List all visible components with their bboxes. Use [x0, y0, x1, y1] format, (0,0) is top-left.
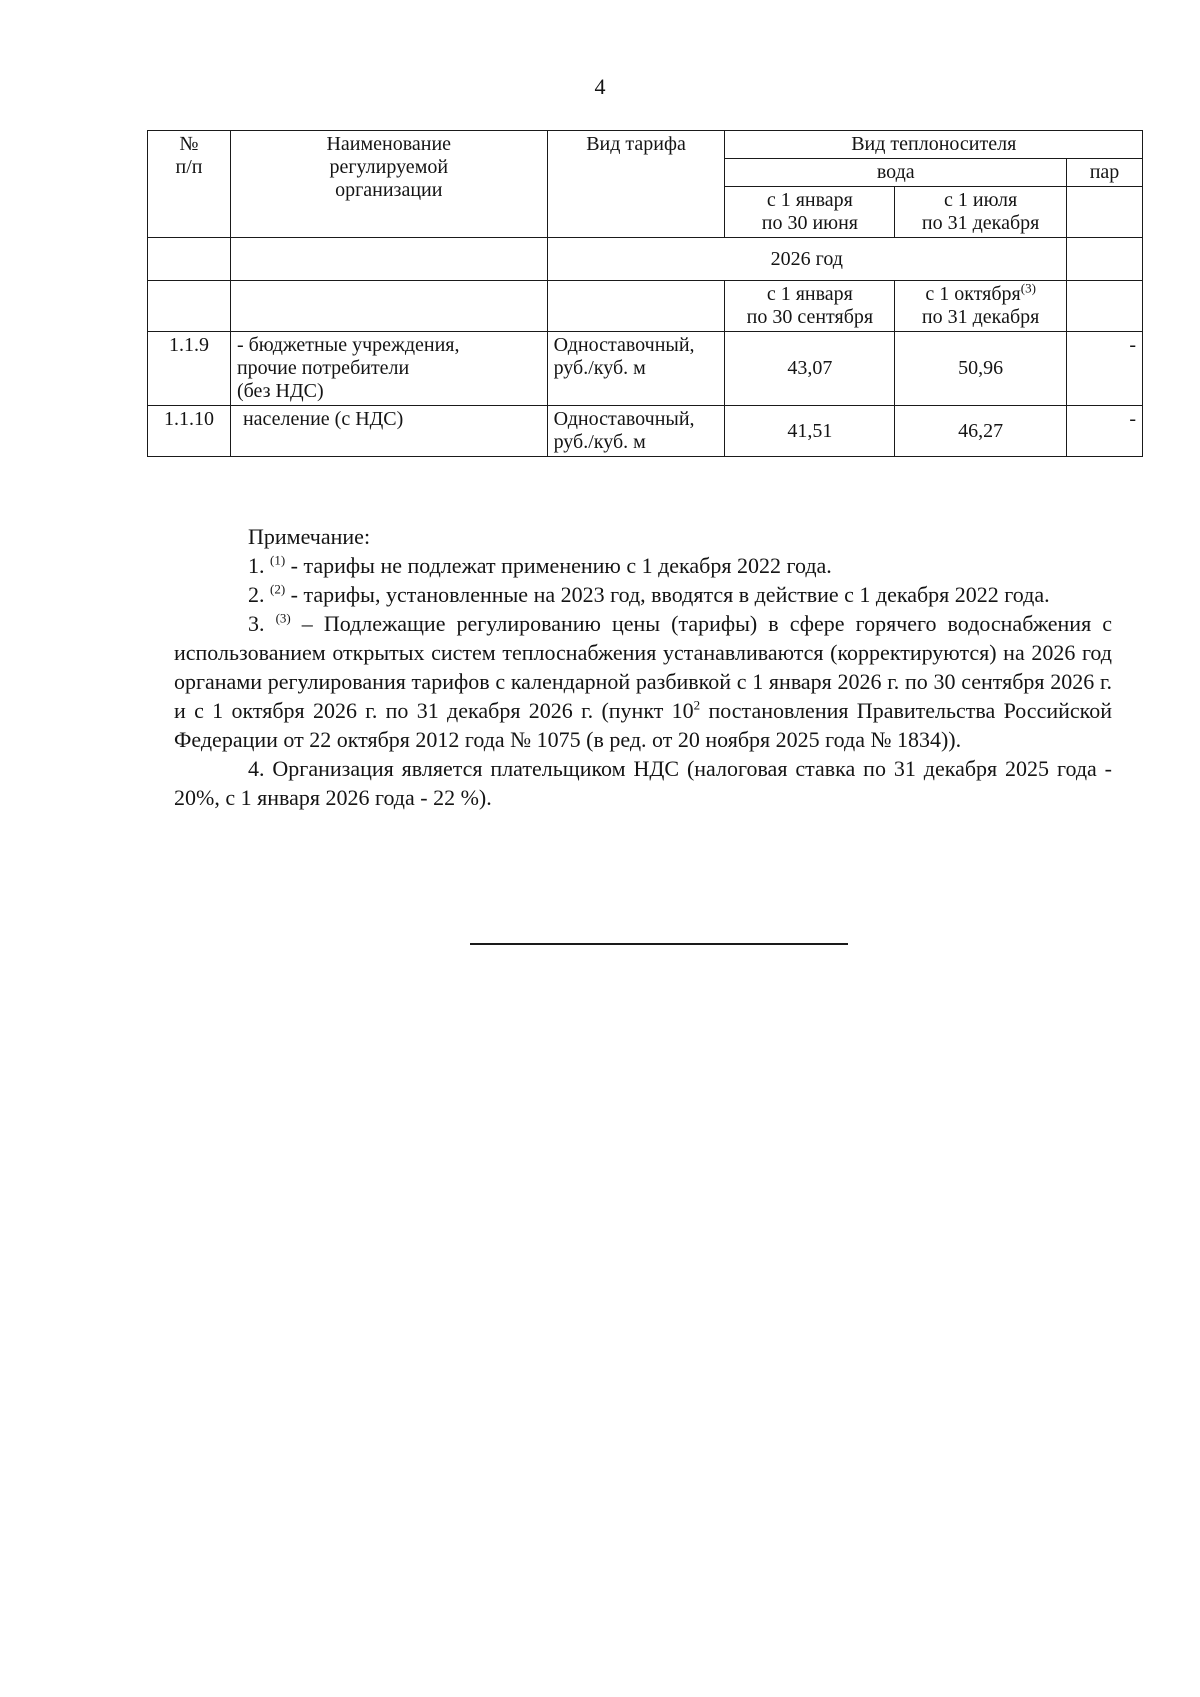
subperiod-row-empty-4: [1067, 281, 1143, 332]
subperiod-2-start-line: [901, 280, 1060, 306]
row-organization-line: - бюджетные учреждения,: [236, 334, 460, 356]
footnote-1-marker: (1): [270, 552, 286, 568]
footnote-2-marker: (2): [270, 581, 286, 597]
table-header-row-1: [148, 131, 1143, 159]
notes-heading: Примечание:: [248, 524, 371, 549]
subperiod-row: [148, 281, 1143, 332]
header-steam-label: пар: [1089, 161, 1120, 183]
row-tariff-type-line: руб./куб. м: [553, 357, 646, 379]
header-period-2: [895, 187, 1067, 238]
table-row: [148, 332, 1143, 406]
row-organization-line: прочие потребители: [236, 357, 410, 379]
note-item-3: [174, 609, 1112, 754]
row-tariff-type: [547, 332, 725, 406]
closing-divider: [470, 943, 848, 945]
year-row: [148, 238, 1143, 281]
page-number: 4: [594, 74, 606, 99]
note-4-text: Организация является плательщиком НДС (налоговая ставка по 31 декабря 2025 года - 20%, с 1 января 2026 года - 22 %).: [174, 756, 1113, 810]
notes-section: [174, 522, 1112, 812]
header-tariff-type-label: Вид тарифа: [586, 133, 686, 155]
note-1-text: - тарифы не подлежат применению с 1 декабря 2022 года.: [285, 553, 832, 578]
row-water-period-1: 41,51: [725, 406, 895, 457]
subperiod-1: [725, 281, 895, 332]
subperiod-2-start: с 1 октября: [925, 283, 1021, 305]
subperiod-row-empty-3: [547, 281, 725, 332]
note-2-text: - тарифы, установленные на 2023 год, вводятся в действие с 1 декабря 2022 года.: [285, 582, 1050, 607]
note-3-text: – Подлежащие регулированию цены (тарифы) в сфере горячего водоснабжения с использованием открытых систем теплоснабжения устанавливаются (корректируются) на 2026 год органами регулирования тарифов с календарной разбивкой с 1 января 2026 г. по 30 сентября 2026 г. и с 1 октября 2026 г. по 31 декабря 2026 г. (пункт 10: [174, 611, 1113, 723]
header-carrier-group: [725, 131, 1143, 159]
note-3-prefix: 3.: [248, 611, 276, 636]
subperiod-2-end: по 31 декабря: [921, 306, 1040, 328]
header-period-1-start: с 1 января: [766, 189, 853, 211]
header-period-2-start: с 1 июля: [944, 189, 1018, 211]
header-period-2-end: по 31 декабря: [921, 212, 1040, 234]
header-number-label: № п/п: [175, 133, 203, 178]
footnote-3-marker: (3): [1020, 280, 1036, 296]
header-steam-period: [1067, 187, 1143, 238]
header-period-1-end: по 30 июня: [761, 212, 858, 234]
row-tariff-type-line: Одноставочный,: [553, 408, 695, 430]
row-tariff-type-line: руб./куб. м: [553, 431, 646, 453]
year-row-empty-1: [148, 238, 231, 281]
row-organization: [230, 332, 547, 406]
row-organization-line: (без НДС): [236, 380, 324, 402]
year-row-empty-2: [230, 238, 547, 281]
row-water-period-1: 43,07: [725, 332, 895, 406]
note-item-1: [174, 551, 1112, 580]
subperiod-1-start: с 1 января: [766, 283, 853, 305]
row-steam: -: [1067, 406, 1143, 457]
note-item-2: [174, 580, 1112, 609]
row-organization: [230, 406, 547, 457]
note-1-prefix: 1.: [248, 553, 270, 578]
header-carrier-group-label: Вид теплоносителя: [851, 133, 1017, 155]
note-item-4: [174, 754, 1112, 812]
year-row-label-cell: [547, 238, 1066, 281]
row-tariff-type-line: Одноставочный,: [553, 334, 695, 356]
year-label: 2026 год: [770, 247, 843, 270]
note-4-prefix: 4.: [248, 756, 273, 781]
header-organization: [230, 131, 547, 238]
header-organization-label: Наименование регулируемой организации: [326, 133, 452, 201]
note-3-text-continued: постановления Правительства Российской Федерации от 22 октября 2012 года № 1075 (в ред. от 20 ноября 2025 года № 1834)).: [174, 698, 1112, 752]
tariff-table: [147, 130, 1143, 457]
header-period-1: [725, 187, 895, 238]
row-organization-line: население (с НДС): [242, 408, 404, 430]
row-tariff-type: [547, 406, 725, 457]
subperiod-1-end: по 30 сентября: [746, 306, 874, 328]
row-water-period-2: 46,27: [895, 406, 1067, 457]
header-water: [725, 159, 1067, 187]
footnote-3-note-marker: (3): [275, 610, 291, 626]
row-number: 1.1.10: [148, 406, 231, 457]
header-tariff-type: [547, 131, 725, 238]
subperiod-row-empty-1: [148, 281, 231, 332]
row-number: 1.1.9: [148, 332, 231, 406]
note-2-prefix: 2.: [248, 582, 270, 607]
row-steam: -: [1067, 332, 1143, 406]
subperiod-2: [895, 281, 1067, 332]
note-3-superscript: 2: [693, 697, 701, 713]
table-row: [148, 406, 1143, 457]
header-water-label: вода: [876, 161, 915, 183]
subperiod-row-empty-2: [230, 281, 547, 332]
header-steam: [1067, 159, 1143, 187]
year-row-empty-3: [1067, 238, 1143, 281]
header-number: [148, 131, 231, 238]
row-water-period-2: 50,96: [895, 332, 1067, 406]
